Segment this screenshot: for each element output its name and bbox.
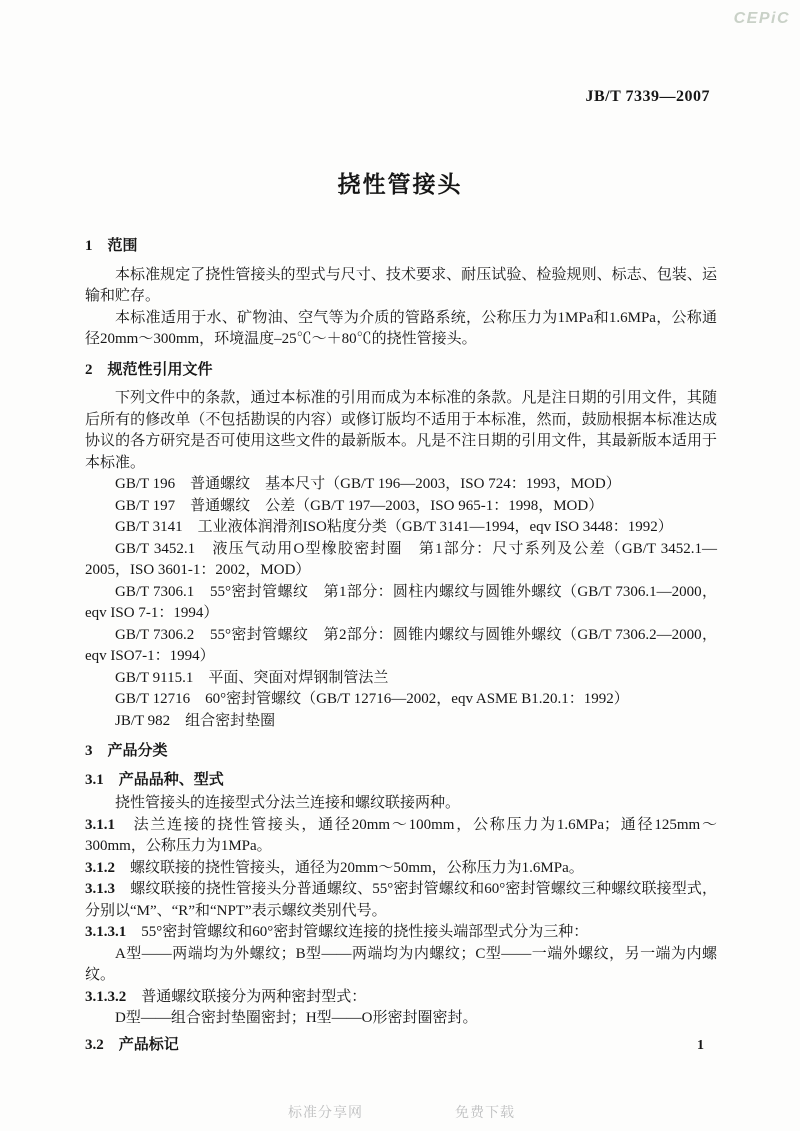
reference-item: GB/T 3141 工业液体润滑剂ISO粘度分类（GB/T 3141—1994，eqv ISO 3448：1992） bbox=[115, 519, 673, 535]
page-number: 1 bbox=[697, 1038, 704, 1053]
document-title: 挠性管接头 bbox=[337, 172, 463, 197]
document-body bbox=[85, 236, 717, 1058]
clause: 3.1.3.1 55°密封管螺纹和60°密封管螺纹连接的挠性接头端部型式分为三种： bbox=[85, 924, 589, 940]
watermark-free-download: 免费下载 bbox=[455, 1106, 515, 1121]
clause: 3.1.1 法兰连接的挠性管接头，通径20mm～100mm，公称压力为1.6MPa；通径125mm～300mm，公称压力为1MPa。 bbox=[85, 816, 717, 854]
sub-section-heading: 3.2 产品标记 bbox=[85, 1036, 179, 1053]
paragraph: 下列文件中的条款，通过本标准的引用而成为本标准的条款。凡是注日期的引用文件，其随后所有的修改单（不包括勘误的内容）或修订版均不适用于本标准，然而，鼓励根据本标准达成协议的各方研究是否可使用这些文件的最新版本。凡是不注日期的引用文件，其最新版本适用于本标准。 bbox=[85, 390, 717, 471]
clause-number: 3.1.3.2 bbox=[85, 988, 127, 1005]
paragraph: D型——组合密封垫圈密封；H型——O形密封圈密封。 bbox=[115, 1010, 478, 1026]
reference-item: GB/T 7306.2 55°密封管螺纹 第2部分：圆锥内螺纹与圆锥外螺纹（GB/T 7306.2—2000，eqv ISO7-1：1994） bbox=[85, 626, 717, 664]
clause-number: 3.1.2 bbox=[85, 859, 115, 876]
paragraph: 挠性管接头的连接型式分法兰连接和螺纹联接两种。 bbox=[115, 795, 461, 811]
clause-number: 3.1.1 bbox=[85, 816, 115, 833]
clause-number: 3.1.3.1 bbox=[85, 924, 127, 940]
section-heading: 1 范围 bbox=[85, 238, 138, 254]
reference-item: GB/T 197 普通螺纹 公差（GB/T 197—2003，ISO 965-1：1998，MOD） bbox=[115, 497, 604, 514]
section-heading: 3 产品分类 bbox=[85, 743, 168, 759]
section-heading: 2 规范性引用文件 bbox=[85, 361, 213, 378]
watermark-site-name: 标准分享网 bbox=[288, 1106, 363, 1121]
standard-number: JB/T 7339—2007 bbox=[585, 88, 710, 105]
reference-item: GB/T 9115.1 平面、突面对焊钢制管法兰 bbox=[115, 669, 389, 686]
cepic-logo: CEPiC bbox=[733, 10, 790, 27]
clause: 3.1.2 螺纹联接的挠性管接头，通径为20mm～50mm，公称压力为1.6MPa。 bbox=[85, 859, 584, 876]
paragraph: 本标准适用于水、矿物油、空气等为介质的管路系统，公称压力为1MPa和1.6MPa，公称通径20mm～300mm，环境温度–25℃～＋80℃的挠性管接头。 bbox=[85, 309, 717, 347]
reference-item: GB/T 196 普通螺纹 基本尺寸（GB/T 196—2003，ISO 724：1993，MOD） bbox=[115, 476, 621, 492]
reference-item: GB/T 12716 60°密封管螺纹（GB/T 12716—2002，eqv ASME B1.20.1：1992） bbox=[115, 691, 629, 707]
reference-item: GB/T 7306.1 55°密封管螺纹 第1部分：圆柱内螺纹与圆锥外螺纹（GB/T 7306.1—2000，eqv ISO 7-1：1994） bbox=[85, 583, 717, 621]
clause: 3.1.3.2 普通螺纹联接分为两种密封型式： bbox=[85, 988, 367, 1005]
clause: 3.1.3 螺纹联接的挠性管接头分普通螺纹、55°密封管螺纹和60°密封管螺纹三种螺纹联接型式，分别以“M”、“R”和“NPT”表示螺纹类别代号。 bbox=[85, 881, 717, 919]
reference-item: GB/T 3452.1 液压气动用O型橡胶密封圈 第1部分：尺寸系列及公差（GB/T 3452.1—2005，ISO 3601-1：2002，MOD） bbox=[85, 540, 717, 578]
reference-item: JB/T 982 组合密封垫圈 bbox=[115, 712, 276, 729]
paragraph: A型——两端均为外螺纹；B型——两端均为内螺纹；C型——一端外螺纹，另一端为内螺纹。 bbox=[85, 945, 717, 983]
sub-section-heading: 3.1 产品品种、型式 bbox=[85, 771, 224, 788]
paragraph: 本标准规定了挠性管接头的型式与尺寸、技术要求、耐压试验、检验规则、标志、包装、运输和贮存。 bbox=[85, 266, 717, 304]
clause-number: 3.1.3 bbox=[85, 881, 115, 897]
